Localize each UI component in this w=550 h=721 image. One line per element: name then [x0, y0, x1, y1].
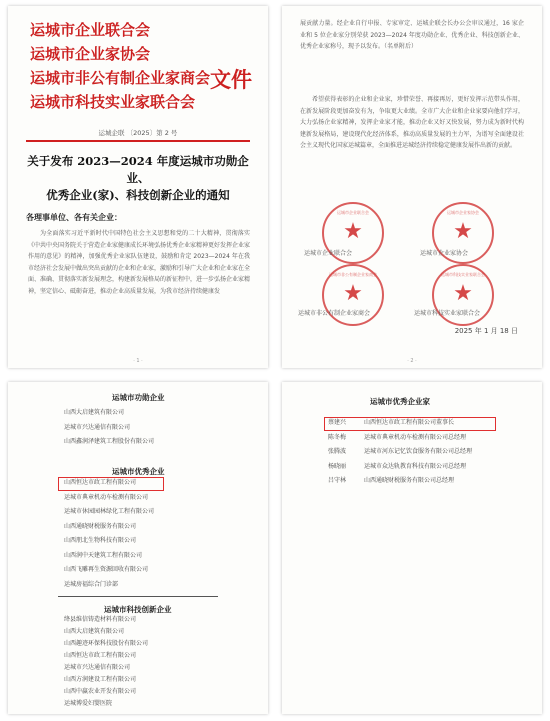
- section-title-gongxun: 运城市功勋企业: [112, 393, 165, 402]
- signatory-name: 运城市科技实业家联合会: [414, 310, 481, 317]
- section-title-youxiu: 运城市优秀企业: [112, 467, 165, 476]
- list-item: 山西大启建筑有限公司: [64, 628, 125, 635]
- org-name: 运城市企业联合会: [30, 21, 151, 39]
- list-item: 运城市休园园林绿化工程有限公司: [64, 508, 155, 515]
- entrepreneur-role: 运城市河东记忆饮食服务有限公司总经理: [364, 448, 473, 455]
- youxiu-list: [64, 476, 154, 592]
- section-title-qiyejia: 运城市优秀企业家: [370, 397, 430, 406]
- table-row: [328, 431, 528, 446]
- document-number: 运城企联 〔2025〕第 2 号: [98, 129, 178, 137]
- list-item: 山西中赢农业开发有限公司: [64, 688, 137, 695]
- seal-text: 运城市企业联合会: [337, 210, 369, 215]
- notice-page-1: [8, 6, 268, 368]
- star-icon: ★: [453, 281, 473, 306]
- list-item: 山西飞雕再生资源回收有限公司: [64, 566, 149, 573]
- entrepreneur-table: [328, 416, 528, 489]
- list-item: 绛县维信铸造材料有限公司: [64, 616, 137, 623]
- entrepreneur-role: 山西恒达市政工程有限公司董事长: [364, 419, 455, 426]
- list-item: 运城市典章机动车检测有限公司: [64, 493, 149, 501]
- org-name: 运城市非公有制企业家商会: [30, 69, 211, 87]
- entrepreneurs-page: [282, 382, 542, 714]
- notice-title: [22, 153, 254, 204]
- list-item: 山西恒达市政工程有限公司: [64, 652, 137, 659]
- addressee: 各理事单位、各有关企业：: [26, 213, 122, 222]
- seal-text: 运城市非公有制企业家商会: [329, 272, 377, 277]
- notice-date: 2025 年 1 月 18 日: [454, 327, 518, 335]
- star-icon: ★: [453, 219, 473, 244]
- list-item: 山西通晓财税服务有限公司: [64, 522, 137, 530]
- table-row: [328, 445, 528, 460]
- list-item: 运城房福综合门诊部: [64, 580, 119, 588]
- list-item: 运城市兴达通信有限公司: [64, 423, 131, 431]
- entrepreneur-name: 吕守林: [328, 477, 347, 484]
- body-paragraph: 为全面落实习近平新时代中国特色社会主义思想和党的二十大精神，贯彻落实《中共中央国务院关于营造企业家健康成长环境弘扬优秀企业家精神更好发挥企业家作用的意见》的精神，加强优秀企业家队伍建设，鼓励和肯定 2023—2024 年在我市经济社会发展中做出突出贡献的企业和企业家，激励和引导广大企业和企业家在全面、准确、贯彻落实新发展理念，构建新发展格局的新征程中，进一步弘扬企业家精神，坚定信心、砥砺奋进，推动企业高质量发展，为我市经济持续健康发: [28, 230, 251, 295]
- entrepreneur-name: 杨晓丽: [328, 462, 347, 470]
- list-item: 山西朋北生物科技有限公司: [64, 537, 137, 544]
- issuing-orgs: [30, 18, 210, 114]
- list-item: 运城博爱妇婴医院: [64, 700, 113, 707]
- list-item: 山西润中天建筑工程有限公司: [64, 551, 143, 559]
- list-item: 山西方润建设工程有限公司: [64, 676, 137, 683]
- wenjian-label: 文件: [210, 67, 252, 92]
- list-item: 山西大启建筑有限公司: [64, 409, 125, 416]
- body-paragraph: 希望获得表彰的企业和企业家，珍惜荣誉、再接再厉，更好发挥示范带头作用，在新发展阶段更加奋发有为，争取更大业绩。全市广大企业和企业家要向他们学习，大力弘扬企业家精神，发挥企业家才能，推动企业又好又快发展，努力成为新时代构建新发展格局，建设现代化经济体系，推动高质量发展的主力军，为谱写全面建设社会主义现代化国家运城篇章，全面推进运城经济持续稳定健康发展作出新的贡献。: [300, 96, 524, 149]
- title-line: 关于发布 2023—2024 年度运城市功勋企业、: [27, 154, 249, 185]
- org-name: 运城市科技实业家联合会: [30, 93, 196, 111]
- table-row: [328, 474, 528, 489]
- keji-list: [64, 614, 148, 710]
- star-icon: ★: [343, 219, 363, 244]
- list-item: 山西鑫润泽建筑工程股份有限公司: [64, 438, 155, 445]
- body-paragraph: 展贡献力量。经企业自行申报、专家审定、运城企联会长办公会审议通过，16 家企业和 5 位企业家分别荣获 2023—2024 年度功勋企业、优秀企业、科技创新企业、优秀企业家称号，现予以发布。（名单附后）: [300, 20, 524, 50]
- star-icon: ★: [343, 281, 363, 306]
- entrepreneur-name: 陈冬梅: [328, 433, 347, 441]
- org-name: 运城市企业家协会: [30, 45, 151, 63]
- list-item: 山西趣迹环保科技股份有限公司: [64, 640, 149, 647]
- entrepreneur-name: 张腾波: [328, 448, 347, 455]
- table-row: [328, 416, 528, 431]
- page-number: · 2 ·: [407, 358, 417, 364]
- entrepreneur-role: 运城市典章机动车检测有限公司总经理: [364, 433, 467, 441]
- entrepreneur-role: 运城市众达轨教育科技有限公司总经理: [364, 462, 467, 470]
- entrepreneur-role: 山西通晓财税服务有限公司总经理: [364, 477, 455, 484]
- signatory-name: 运城市非公有制企业家商会: [298, 310, 371, 317]
- section-title-keji: 运城市科技创新企业: [104, 605, 172, 614]
- seal-text: 运城市科技实业家联合会: [441, 272, 485, 277]
- entrepreneur-name: 蔡建兴: [328, 419, 347, 426]
- divider-line: [58, 596, 218, 597]
- seal-text: 运城市企业家协会: [447, 210, 479, 215]
- title-line: 优秀企业(家)、科技创新企业的通知: [46, 188, 230, 202]
- page-number: · 1 ·: [133, 358, 143, 364]
- list-item: 运城市兴达通信有限公司: [64, 664, 131, 671]
- notice-page-2: [282, 6, 542, 368]
- gongxun-list: [64, 406, 154, 450]
- table-row: [328, 460, 528, 475]
- red-divider: [26, 140, 250, 142]
- awards-list-page: [8, 382, 268, 714]
- list-item: 山西恒达市政工程有限公司: [64, 479, 137, 486]
- signatory-name: 运城市企业家协会: [420, 250, 469, 257]
- signatory-name: 运城市企业联合会: [304, 250, 353, 257]
